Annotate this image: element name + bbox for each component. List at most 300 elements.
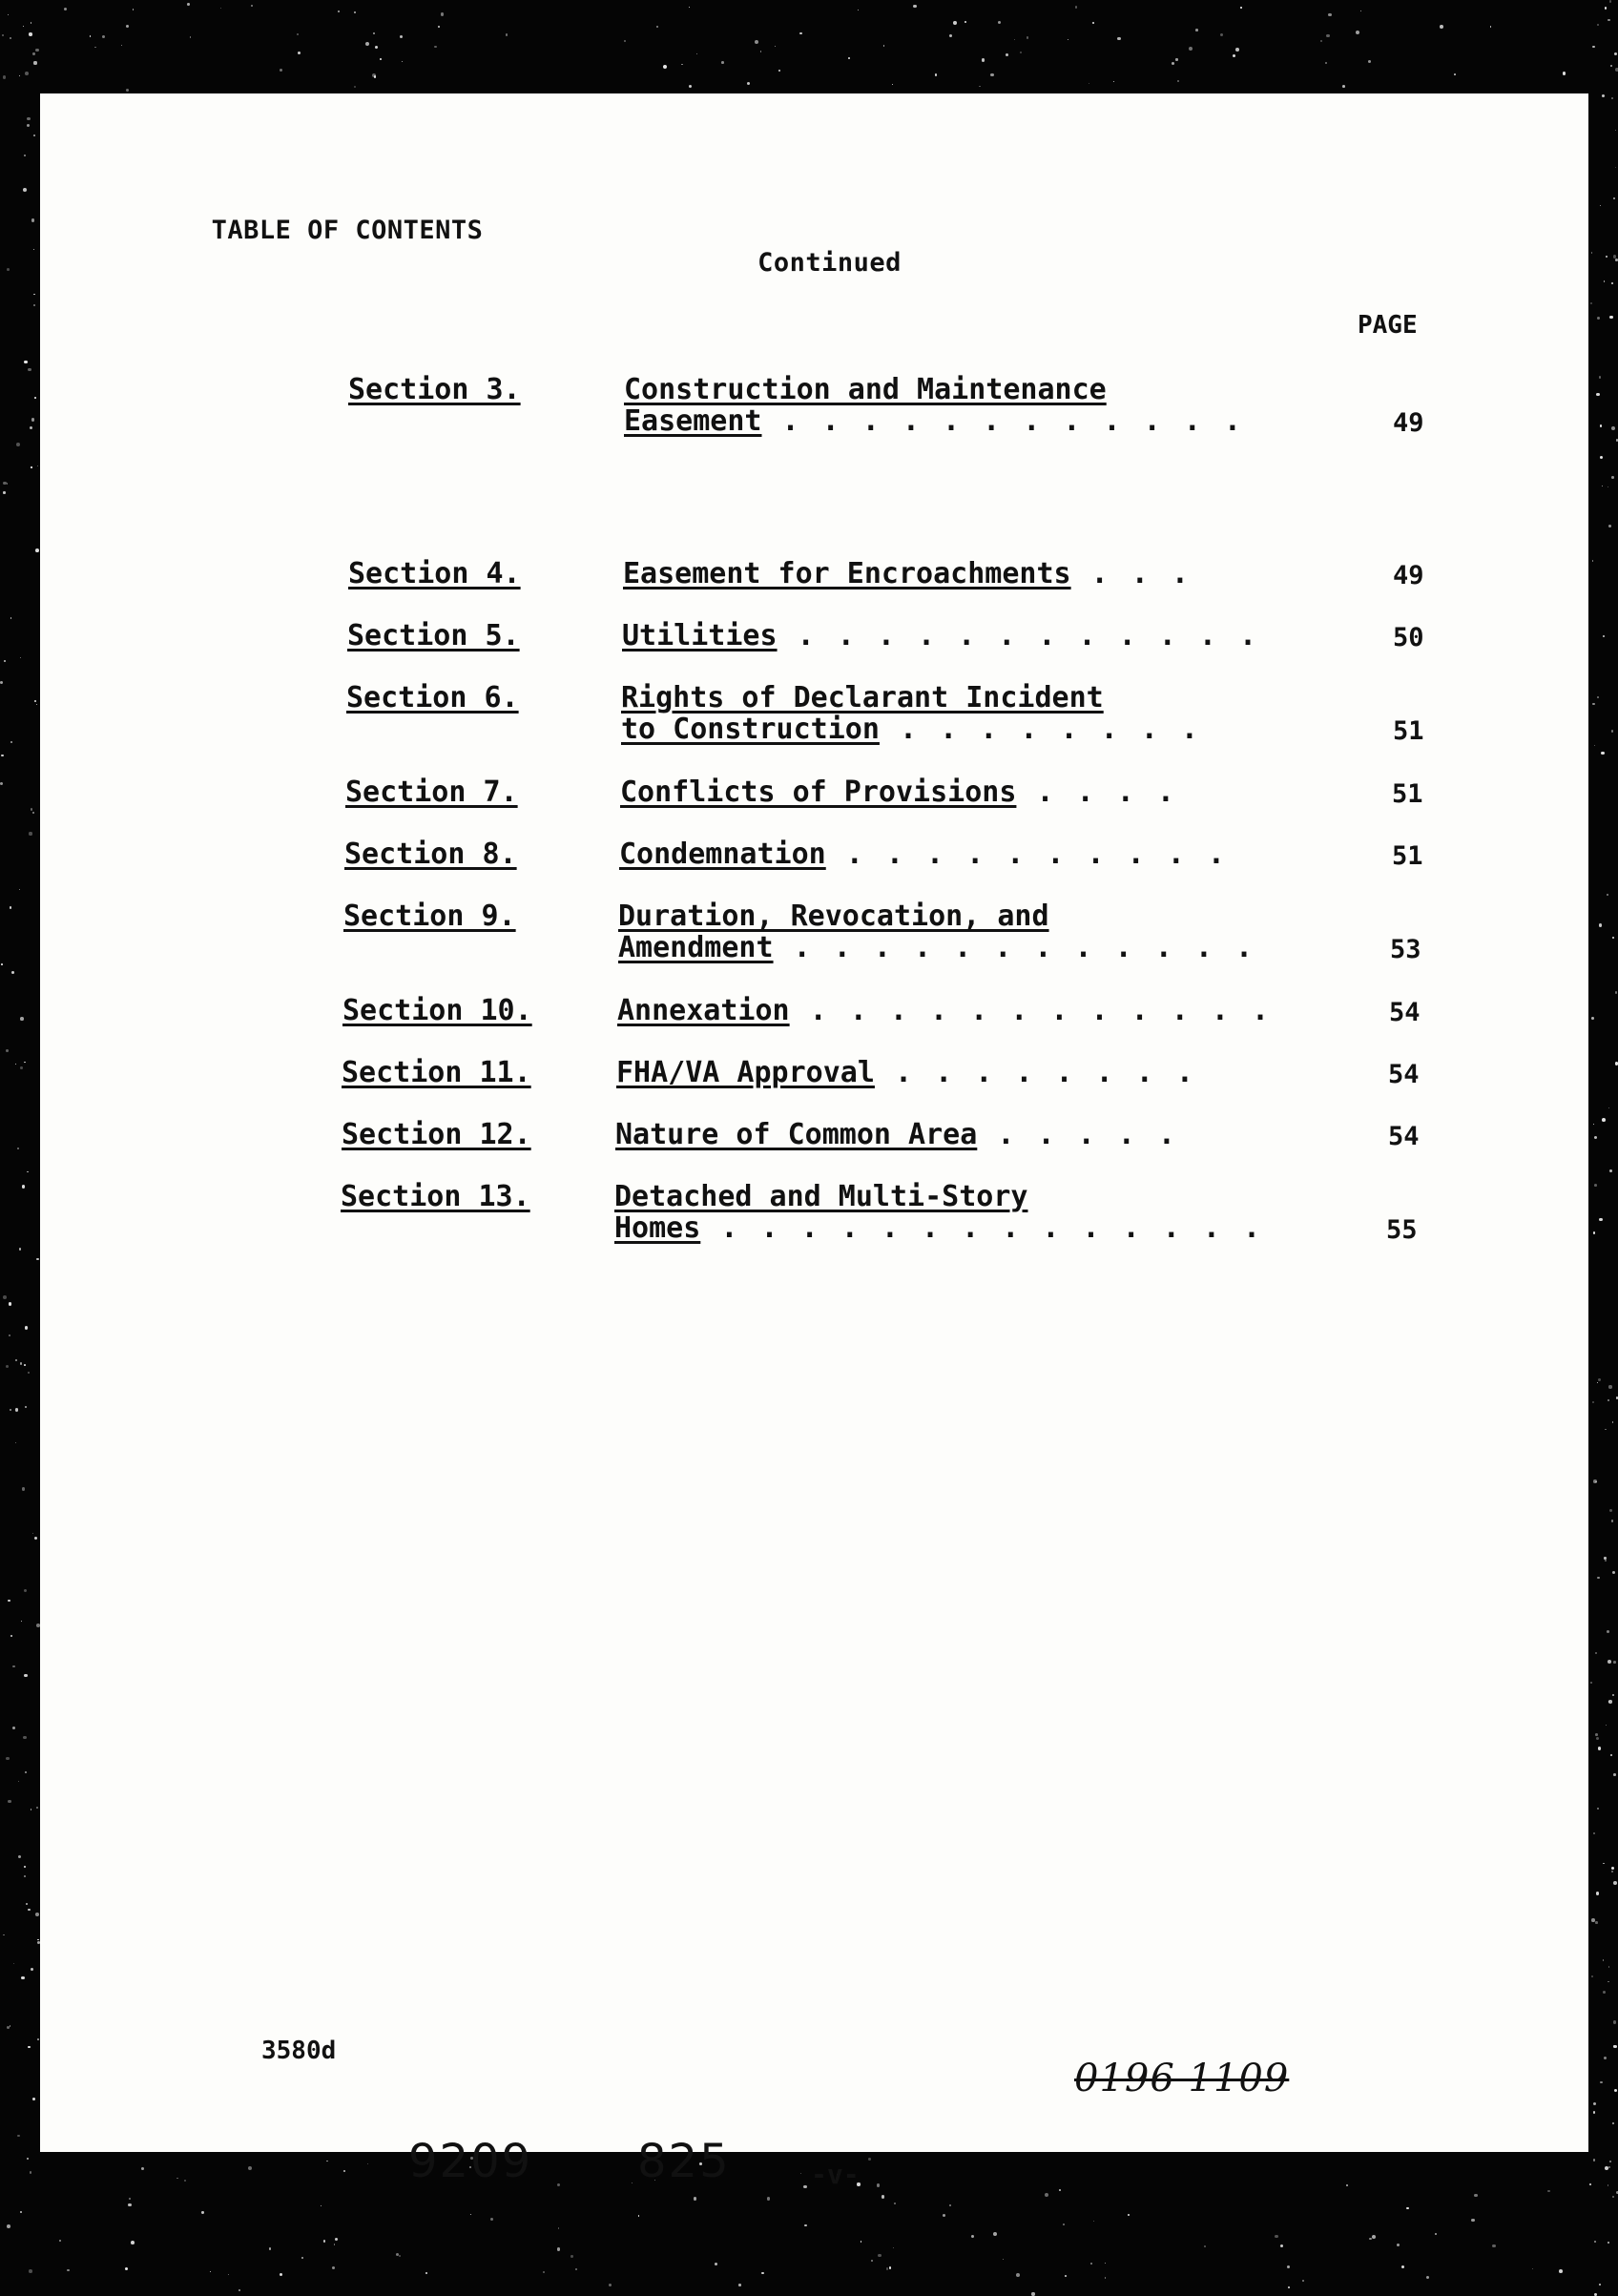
scan-speck (1600, 424, 1603, 427)
scan-speck (755, 40, 758, 44)
page-column-header: PAGE (1358, 311, 1418, 340)
scan-speck (1613, 2020, 1616, 2023)
scan-speck (131, 2241, 135, 2244)
scan-speck (1065, 2275, 1067, 2277)
toc-title-line (618, 900, 1210, 932)
toc-title-text: to Construction (621, 713, 880, 746)
toc-title-text: Detached and Multi-Story (614, 1180, 1028, 1213)
dot-leader: . . . . . . . . . . . . . . (700, 1211, 1264, 1245)
scan-speck (1600, 2081, 1602, 2083)
scan-speck (31, 418, 35, 422)
scan-speck (1020, 52, 1022, 53)
scan-speck (1397, 2244, 1400, 2246)
scan-speck (1591, 1975, 1593, 1977)
toc-section-label: Section 10. (342, 994, 532, 1027)
scan-speck (506, 33, 508, 35)
scan-speck (1356, 31, 1359, 34)
scan-speck (332, 2266, 335, 2269)
scan-speck (1532, 2268, 1533, 2269)
toc-title-line (619, 838, 1228, 871)
scan-speck (3, 75, 7, 79)
toc-page-number: 49 (1393, 408, 1424, 438)
scan-speck (380, 58, 382, 60)
scan-speck (23, 26, 24, 27)
scan-speck (1593, 2159, 1596, 2162)
scan-speck (1372, 2235, 1376, 2239)
toc-title-line (624, 404, 1244, 438)
scan-speck (1128, 2214, 1130, 2216)
scan-speck (1605, 2166, 1608, 2170)
scan-speck (25, 1406, 27, 1408)
scan-speck (10, 741, 12, 743)
scan-speck (1591, 1017, 1594, 1020)
scan-speck (34, 397, 36, 399)
scan-speck (1590, 302, 1592, 304)
toc-title-line (617, 994, 1273, 1027)
scan-speck (27, 1171, 29, 1173)
scan-speck (689, 85, 692, 88)
scan-speck (1598, 1378, 1601, 1381)
scan-speck (176, 2178, 177, 2179)
scan-speck (803, 2185, 806, 2188)
scan-speck (1615, 1062, 1618, 1065)
scan-speck (8, 1800, 10, 1803)
scan-speck (30, 426, 32, 429)
scan-speck (1608, 1107, 1609, 1108)
dot-leader: . . . . . . . . (874, 1056, 1196, 1089)
scan-speck (24, 361, 28, 364)
scan-speck (1595, 1733, 1598, 1736)
toc-section-number (342, 995, 532, 1026)
scan-speck (441, 12, 444, 15)
scan-speck (1603, 1863, 1605, 1865)
toc-title-line (618, 931, 1256, 964)
scan-speck (37, 465, 38, 466)
scan-speck (338, 10, 340, 12)
scan-speck (400, 35, 403, 38)
scan-speck (19, 75, 20, 76)
scan-speck (297, 33, 300, 36)
toc-page-number: 53 (1390, 935, 1421, 964)
toc-title-text: Nature of Common Area (615, 1118, 978, 1151)
scan-speck (21, 1621, 22, 1622)
toc-list (40, 93, 1588, 2152)
scan-speck (321, 2205, 322, 2206)
scan-speck (747, 82, 750, 85)
scan-speck (24, 1875, 26, 1877)
scan-speck (4, 660, 6, 662)
scan-speck (868, 2158, 871, 2161)
scan-speck (1275, 2235, 1278, 2239)
scan-speck (1611, 1871, 1613, 1872)
scan-speck (1607, 894, 1608, 896)
scan-speck (1547, 2190, 1549, 2192)
scan-speck (1, 963, 3, 965)
scan-speck (335, 2238, 338, 2241)
scan-speck (220, 8, 221, 9)
scan-speck (32, 812, 34, 814)
scan-speck (1609, 0, 1612, 3)
toc-section-number (342, 1119, 531, 1150)
toc-section-label: Section 6. (346, 681, 519, 714)
scan-speck (32, 52, 34, 54)
scan-speck (1612, 2196, 1614, 2198)
scan-speck (326, 2161, 327, 2162)
toc-title-text: Duration, Revocation, and (618, 900, 1049, 933)
scan-speck (25, 1771, 26, 1772)
scan-speck (1426, 2276, 1429, 2279)
scan-speck (1233, 54, 1235, 57)
scan-speck (557, 2247, 561, 2251)
scan-speck (1593, 1832, 1595, 1834)
scan-speck (490, 2218, 493, 2221)
scan-speck (1594, 1136, 1598, 1140)
scan-speck (949, 34, 953, 38)
scan-speck (35, 548, 39, 552)
scan-speck (7, 268, 10, 271)
scan-speck (1591, 1918, 1595, 1922)
scan-speck (1597, 317, 1601, 321)
scan-speck (7, 483, 9, 485)
scan-speck (125, 2267, 128, 2270)
scan-speck (367, 2163, 368, 2164)
scan-speck (6, 1365, 9, 1368)
scan-speck (31, 808, 33, 811)
scan-speck (354, 86, 356, 88)
scan-speck (1593, 1231, 1595, 1233)
dot-leader: . . . . (1016, 776, 1177, 809)
scan-speck (800, 2173, 801, 2174)
scan-speck (31, 1968, 33, 1971)
scan-speck (30, 2171, 31, 2173)
scan-speck (13, 1963, 14, 1964)
scan-speck (33, 304, 35, 306)
scan-speck (1596, 1892, 1600, 1895)
toc-title-text: Homes (614, 1211, 701, 1245)
scan-speck (1027, 36, 1028, 38)
scan-speck (0, 782, 3, 785)
scan-speck (1606, 1725, 1607, 1726)
scan-speck (953, 21, 957, 25)
scan-speck (804, 2224, 807, 2227)
scan-speck (1490, 26, 1492, 28)
scan-speck (343, 2170, 345, 2172)
toc-section-title (622, 619, 1260, 652)
scan-speck (15, 1408, 19, 1412)
scan-speck (1401, 2265, 1404, 2268)
scan-speck (694, 2197, 697, 2201)
scan-speck (1609, 316, 1613, 320)
scan-speck (893, 2247, 894, 2248)
scan-speck (1599, 1218, 1603, 1222)
scan-speck (1031, 2292, 1034, 2295)
scan-speck (1593, 2102, 1596, 2105)
scan-speck (27, 2158, 29, 2160)
scan-speck (1604, 2057, 1607, 2059)
toc-title-text: Amendment (618, 931, 774, 964)
toc-section-number (343, 900, 516, 932)
scan-speck (1611, 426, 1615, 430)
scan-speck (767, 2197, 770, 2200)
scan-speck (1597, 1382, 1598, 1383)
toc-page-number: 55 (1386, 1215, 1418, 1245)
scan-speck (16, 443, 20, 446)
scan-speck (1596, 1737, 1599, 1740)
scan-speck (1454, 73, 1456, 75)
toc-section-title (620, 776, 1212, 808)
scan-speck (1611, 476, 1614, 479)
scan-speck (1595, 1652, 1596, 1653)
scan-speck (3, 1934, 5, 1936)
scan-speck (689, 7, 690, 8)
toc-title-text: Rights of Declarant Incident (621, 681, 1104, 714)
scan-speck (1593, 1124, 1594, 1125)
scan-speck (15, 1359, 17, 1361)
scan-speck (1592, 46, 1594, 48)
scan-speck (971, 2235, 974, 2238)
toc-title-line (624, 374, 1215, 405)
scan-speck (1595, 1921, 1598, 1924)
toc-section-title (618, 900, 1256, 964)
toc-section-title (616, 1057, 1208, 1088)
scan-speck (129, 2198, 131, 2200)
scan-speck (1003, 2259, 1004, 2260)
scan-speck (943, 2214, 945, 2217)
document-page (40, 93, 1588, 2190)
scan-speck (1280, 2244, 1283, 2247)
scan-speck (25, 72, 29, 75)
scan-speck (1, 755, 4, 757)
toc-section-number (341, 1181, 530, 1212)
scan-speck (965, 21, 966, 23)
scan-speck (1075, 6, 1077, 8)
scan-speck (399, 2255, 401, 2257)
toc-page-number: 51 (1392, 779, 1423, 809)
scan-speck (1596, 393, 1600, 397)
toc-page-number: 50 (1393, 623, 1424, 652)
scan-speck (775, 46, 776, 47)
scan-speck (373, 32, 375, 34)
scan-speck (1302, 2280, 1304, 2282)
scan-speck (1612, 1421, 1613, 1422)
scan-speck (1615, 991, 1618, 994)
scan-speck (1613, 1881, 1617, 1885)
scan-speck (33, 294, 35, 296)
scan-speck (9, 1334, 10, 1336)
scan-speck (1599, 923, 1603, 927)
toc-section-label: Section 12. (342, 1118, 531, 1151)
toc-section-number (348, 558, 521, 590)
scan-speck (19, 1248, 21, 1250)
scan-speck (1593, 2111, 1596, 2114)
scan-speck (1594, 1184, 1597, 1187)
scan-speck (1175, 58, 1177, 60)
scan-speck (609, 2284, 612, 2286)
scan-speck (1613, 1661, 1616, 1664)
scan-speck (1220, 33, 1223, 36)
scan-speck (8, 1600, 10, 1603)
scan-speck (8, 14, 9, 15)
scan-speck (990, 73, 994, 77)
scan-speck (470, 2214, 471, 2215)
toc-section-number (345, 776, 518, 808)
scan-speck (1474, 2194, 1477, 2197)
document-code: 3580d (261, 2037, 337, 2065)
toc-title-text: Construction and Maintenance (624, 373, 1107, 406)
toc-title-line (621, 714, 1213, 745)
scan-speck (323, 2240, 326, 2243)
scan-speck (1594, 745, 1595, 746)
scan-speck (979, 86, 981, 88)
scan-speck (1105, 2277, 1106, 2278)
scan-speck (1288, 2286, 1289, 2287)
scan-speck (1615, 167, 1617, 169)
scan-speck (1435, 2233, 1437, 2235)
scan-speck (12, 1727, 15, 1729)
scan-speck (1600, 456, 1603, 459)
scan-speck (10, 1409, 11, 1411)
scan-speck (1063, 2224, 1065, 2225)
scan-speck (982, 58, 985, 62)
scan-speck (34, 1537, 37, 1540)
toc-section-label: Section 5. (347, 619, 520, 652)
scan-speck (1406, 2207, 1409, 2210)
scan-speck (1611, 1867, 1614, 1870)
scan-speck (1603, 1959, 1604, 1960)
scan-speck (1608, 1385, 1611, 1388)
scan-speck (1611, 282, 1614, 285)
scan-speck (67, 2269, 69, 2271)
scan-speck (681, 64, 683, 66)
toc-page-number: 49 (1393, 561, 1424, 590)
bates-number-left: 9209 (408, 2135, 533, 2188)
scan-speck (20, 1066, 23, 1069)
scan-speck (133, 9, 134, 10)
scan-speck (301, 2257, 302, 2258)
scan-speck (36, 1807, 38, 1809)
scan-speck (24, 1866, 26, 1868)
scan-speck (861, 2241, 862, 2243)
scan-speck (1089, 83, 1090, 85)
scan-speck (1605, 7, 1607, 9)
scan-speck (1240, 7, 1241, 8)
scan-speck (1172, 62, 1174, 65)
scan-speck (24, 155, 26, 156)
scan-speck (1594, 2241, 1596, 2243)
scan-speck (1605, 1429, 1607, 1431)
scan-speck (892, 84, 893, 85)
toc-title-line (620, 776, 1212, 808)
scan-speck (1592, 560, 1593, 561)
scan-speck (1593, 1479, 1597, 1483)
scan-speck (6, 1049, 9, 1052)
scan-speck (141, 2167, 144, 2170)
scan-speck (24, 1364, 26, 1366)
scan-speck (1360, 10, 1362, 12)
scan-speck (721, 61, 724, 64)
scan-speck (1113, 81, 1114, 82)
scan-speck (877, 2183, 880, 2186)
scan-speck (7, 2026, 10, 2029)
scan-speck (298, 52, 301, 54)
scan-speck (239, 2289, 240, 2291)
scan-speck (1320, 40, 1321, 41)
scan-speck (1346, 2184, 1348, 2186)
scan-speck (10, 617, 12, 619)
scan-speck (799, 32, 801, 34)
bates-number-right: 825 (637, 2135, 731, 2188)
scan-speck (121, 45, 122, 46)
scan-speck (1611, 97, 1613, 99)
scan-speck (871, 2260, 874, 2263)
scan-speck (24, 1674, 28, 1678)
scan-speck (3, 491, 5, 493)
scan-speck (1597, 696, 1598, 697)
scan-speck (1604, 280, 1606, 282)
toc-section-title (617, 994, 1273, 1027)
scan-speck (1368, 60, 1371, 63)
toc-section-title (614, 1180, 1264, 1245)
scan-speck (557, 2183, 560, 2186)
scan-speck (26, 1903, 28, 1905)
toc-section-number (342, 1057, 531, 1088)
scan-speck (7, 2224, 10, 2228)
scan-speck (2, 34, 4, 36)
dot-leader: . . . . . (977, 1118, 1178, 1151)
scan-speck (1611, 730, 1613, 732)
scan-speck (29, 2269, 32, 2273)
scan-speck (1611, 1520, 1614, 1522)
scan-speck (22, 1185, 26, 1189)
scan-speck (6, 1757, 9, 1760)
scan-speck (24, 1062, 25, 1063)
scan-speck (19, 889, 20, 890)
toc-page-number: 54 (1389, 998, 1421, 1027)
toc-page-number: 54 (1388, 1060, 1420, 1089)
dot-leader: . . . (1070, 557, 1192, 590)
toc-title-line (615, 1119, 1207, 1150)
scan-speck (126, 25, 129, 28)
scan-speck (365, 42, 369, 46)
scan-speck (624, 40, 626, 42)
scan-speck (17, 1148, 19, 1149)
toc-title-line (616, 1057, 1208, 1088)
scan-speck (1590, 1682, 1592, 1684)
scan-speck (15, 1064, 16, 1065)
scan-speck (575, 2268, 578, 2271)
scan-speck (889, 2266, 891, 2268)
scan-speck (1610, 1754, 1612, 1756)
toc-section-number (346, 682, 519, 714)
scan-speck (1604, 1557, 1606, 1559)
scan-speck (1613, 2045, 1615, 2047)
scan-speck (1093, 2221, 1094, 2222)
scan-speck (31, 218, 35, 222)
scan-speck (201, 2211, 203, 2213)
scan-speck (1613, 197, 1615, 199)
scan-speck (102, 35, 105, 38)
scan-speck (17, 2135, 20, 2138)
scan-speck (37, 2038, 39, 2040)
toc-title-text: Condemnation (619, 838, 826, 871)
scan-speck (20, 657, 21, 658)
toc-title-line (622, 619, 1260, 652)
scan-speck (1559, 2269, 1563, 2273)
scan-speck (438, 26, 440, 28)
scan-speck (1328, 13, 1332, 17)
scan-speck (33, 61, 36, 64)
dot-leader: . . . . . . . . . . . . (761, 404, 1244, 438)
